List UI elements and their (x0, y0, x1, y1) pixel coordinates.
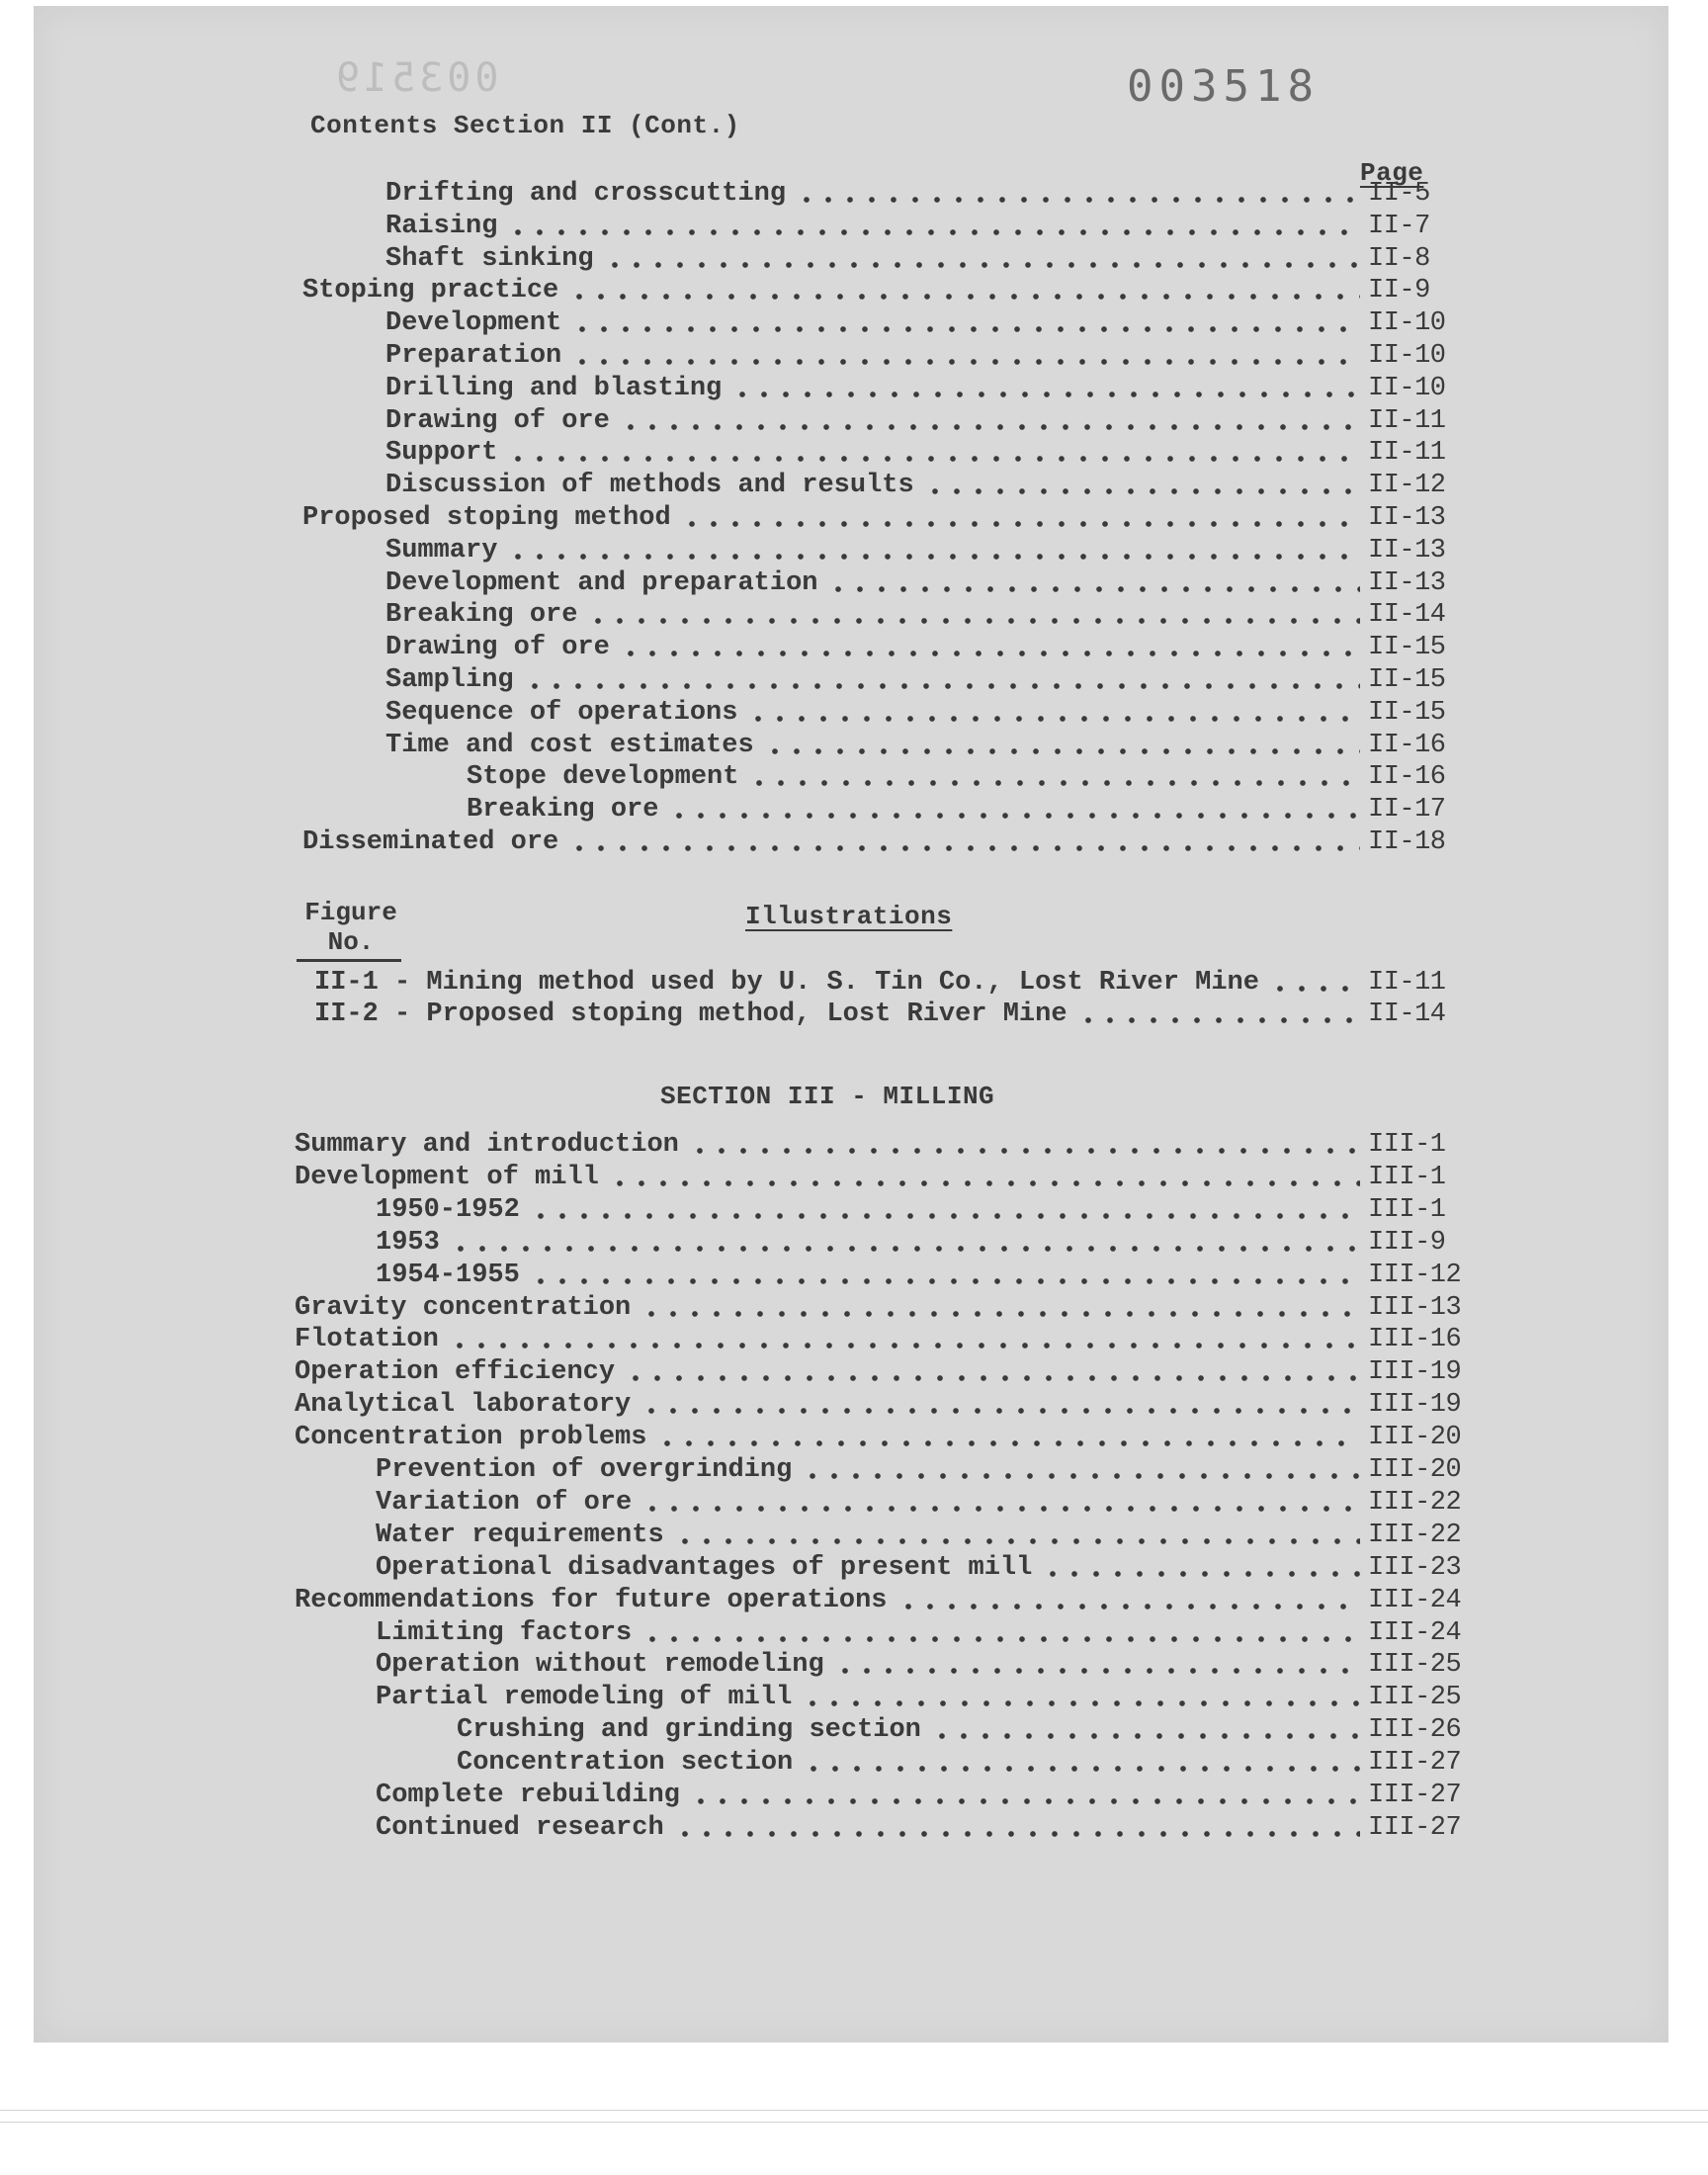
scan-edge-line (0, 2122, 1708, 2123)
toc-entry-page: III-19 (1368, 1357, 1462, 1388)
toc-entry-title: Flotation (295, 1325, 439, 1355)
toc-entry-title: Gravity concentration (295, 1292, 632, 1323)
toc-entry (385, 211, 1455, 242)
toc-entry-title: Summary and introduction (295, 1130, 679, 1160)
toc-entry-title: Operation without remodeling (376, 1650, 824, 1681)
toc-entry-title: Continued research (376, 1812, 664, 1843)
toc-entry-page: III-22 (1368, 1487, 1462, 1518)
dot-leader (897, 1604, 1361, 1610)
dot-leader (530, 1278, 1360, 1284)
toc-entry-page: III-19 (1368, 1390, 1462, 1421)
dot-leader (674, 1538, 1360, 1544)
toc-entry-title: Sequence of operations (385, 697, 738, 728)
toc-entry-page: III-22 (1368, 1520, 1462, 1550)
dot-leader (674, 1831, 1360, 1837)
dot-leader (507, 229, 1360, 235)
page-column-header: Page (1360, 158, 1424, 188)
toc-entry-title: Crushing and grinding section (457, 1715, 921, 1746)
toc-entry-title: Support (385, 438, 498, 469)
illustrations-heading: Illustrations (745, 902, 953, 931)
toc-entry-title: Breaking ore (467, 795, 659, 826)
toc-entry-title: Complete rebuilding (376, 1781, 680, 1810)
toc-entry (295, 1585, 1462, 1616)
toc-entry (376, 1487, 1462, 1519)
toc-entry-title: Concentration section (457, 1748, 794, 1779)
dot-leader (1042, 1571, 1360, 1577)
toc-entry-title: Summary (385, 535, 498, 566)
dot-leader (507, 554, 1360, 560)
dot-leader (656, 1440, 1360, 1446)
figure-no-label: No. (327, 927, 375, 957)
toc-entry-page: II-10 (1368, 341, 1446, 371)
toc-entry-page: III-9 (1368, 1227, 1446, 1258)
toc-entry-page: II-15 (1368, 633, 1446, 663)
toc-entry (385, 340, 1455, 372)
dot-leader (1269, 986, 1360, 992)
toc-entry (376, 1617, 1462, 1649)
toc-entry-title: Drilling and blasting (385, 373, 723, 403)
toc-entry-page: II-5 (1368, 179, 1430, 209)
toc-entry (295, 1292, 1462, 1324)
toc-entry-page: III-1 (1368, 1130, 1446, 1160)
dot-leader (620, 424, 1360, 430)
toc-entry (302, 275, 1455, 306)
dot-leader (625, 1375, 1360, 1381)
toc-entry (376, 1649, 1462, 1681)
toc-entry (385, 664, 1455, 696)
bleed-through-stamp: 003519 (332, 55, 499, 101)
dot-leader (530, 1213, 1360, 1219)
section3-heading: SECTION III - MILLING (660, 1082, 995, 1111)
toc-entry (385, 437, 1455, 469)
toc-entry-page: II-12 (1368, 471, 1446, 501)
toc-entry (302, 502, 1455, 534)
toc-entry-title: Preparation (385, 341, 562, 371)
dot-leader (609, 1180, 1360, 1186)
toc-entry-page: III-13 (1368, 1292, 1462, 1323)
toc-entry-page: II-11 (1368, 968, 1446, 998)
toc-entry (376, 1520, 1462, 1551)
toc-entry-title: Partial remodeling of mill (376, 1683, 793, 1713)
toc-entry (376, 1194, 1455, 1226)
toc-entry-page: II-15 (1368, 697, 1446, 728)
toc-entry (314, 999, 1455, 1030)
dot-leader (748, 780, 1360, 786)
toc-entry (302, 826, 1455, 858)
figure-label: Figure (304, 898, 397, 927)
dot-leader (764, 748, 1360, 754)
toc-entry-title: II-1 - Mining method used by U. S. Tin Co., Lost River Mine (314, 968, 1259, 998)
dot-leader (834, 1668, 1360, 1674)
toc-entry (385, 405, 1455, 437)
toc-entry (376, 1454, 1462, 1486)
toc-entry-page: III-24 (1368, 1585, 1462, 1615)
page-stamp-number: 003518 (1127, 61, 1320, 112)
dot-leader (931, 1733, 1360, 1739)
toc-entry (385, 243, 1455, 275)
dot-leader (641, 1636, 1360, 1642)
toc-entry-page: III-26 (1368, 1715, 1462, 1746)
toc-entry-title: Disseminated ore (302, 827, 559, 857)
dot-leader (568, 845, 1360, 851)
toc-entry-title: Development of mill (295, 1162, 599, 1192)
toc-entry-title: Stope development (467, 762, 739, 793)
dot-leader (681, 521, 1360, 527)
dot-leader (571, 326, 1360, 332)
toc-entry (467, 794, 1455, 826)
toc-entry-title: Operation efficiency (295, 1357, 616, 1388)
toc-entry-page: III-20 (1368, 1423, 1462, 1453)
toc-entry-title: Breaking ore (385, 600, 578, 631)
toc-entry (295, 1324, 1462, 1355)
dot-leader (640, 1311, 1360, 1317)
toc-entry (295, 1422, 1462, 1453)
toc-entry (376, 1227, 1455, 1259)
toc-entry-title: Variation of ore (376, 1487, 633, 1518)
toc-entry-title: Time and cost estimates (385, 730, 754, 760)
toc-entry-title: Water requirements (376, 1520, 664, 1550)
toc-entry-page: II-13 (1368, 503, 1446, 533)
dot-leader (802, 1700, 1360, 1706)
toc-entry (295, 1162, 1455, 1193)
toc-entry-page: II-9 (1368, 276, 1430, 306)
toc-entry (385, 373, 1455, 404)
toc-entry-page: III-24 (1368, 1617, 1462, 1648)
toc-entry-page: II-13 (1368, 567, 1446, 598)
toc-entry-title: Drawing of ore (385, 405, 610, 436)
toc-entry-title: Operational disadvantages of present mill (376, 1552, 1033, 1583)
toc-entry (376, 1552, 1462, 1584)
toc-entry-title: Development and preparation (385, 567, 818, 598)
toc-entry-title: Analytical laboratory (295, 1390, 632, 1421)
dot-leader (450, 1246, 1360, 1252)
scan-edge-line (0, 2110, 1708, 2111)
toc-entry-title: Development (385, 308, 562, 339)
toc-entry-page: III-1 (1368, 1162, 1446, 1192)
toc-entry-page: III-23 (1368, 1552, 1462, 1583)
toc-entry (376, 1682, 1462, 1713)
toc-entry-title: Raising (385, 211, 498, 241)
toc-entry-page: III-27 (1368, 1812, 1462, 1843)
toc-entry-title: Drifting and crosscutting (385, 179, 787, 209)
dot-leader (568, 294, 1360, 300)
toc-entry-title: Concentration problems (295, 1423, 647, 1453)
dot-leader (924, 488, 1360, 494)
dot-leader (1077, 1017, 1360, 1023)
toc-entry (385, 599, 1455, 631)
toc-entry-page: II-18 (1368, 827, 1446, 857)
toc-entry (385, 730, 1455, 761)
toc-entry-page: II-14 (1368, 1000, 1446, 1029)
toc-entry-title: Prevention of overgrinding (376, 1455, 793, 1485)
toc-entry-title: 1954-1955 (376, 1260, 520, 1290)
toc-entry (457, 1714, 1462, 1746)
dot-leader (731, 392, 1360, 397)
toc-entry (385, 535, 1455, 566)
toc-entry (376, 1260, 1462, 1291)
toc-entry-title: Stoping practice (302, 276, 559, 306)
dot-leader (802, 1473, 1360, 1479)
toc-entry (385, 567, 1455, 599)
toc-entry (295, 1129, 1455, 1161)
toc-entry-page: II-11 (1368, 405, 1446, 436)
toc-entry-page: II-7 (1368, 211, 1430, 241)
toc-entry-title: Proposed stoping method (302, 503, 671, 533)
toc-entry-page: II-13 (1368, 535, 1446, 566)
dot-leader (803, 1766, 1360, 1772)
toc-entry-title: Discussion of methods and results (385, 471, 914, 501)
toc-entry-page: II-16 (1368, 730, 1446, 760)
toc-entry-page: III-25 (1368, 1683, 1462, 1713)
figure-column-rule (297, 959, 401, 962)
toc-entry-title: 1953 (376, 1227, 440, 1258)
toc-entry-title: Drawing of ore (385, 633, 610, 663)
toc-entry (385, 632, 1455, 663)
dot-leader (689, 1148, 1360, 1154)
dot-leader (507, 456, 1360, 462)
toc-entry-title: Limiting factors (376, 1617, 633, 1648)
toc-entry-page: II-17 (1368, 795, 1446, 826)
dot-leader (796, 197, 1360, 203)
toc-entry-title: Shaft sinking (385, 243, 594, 274)
toc-entry-page: III-1 (1368, 1194, 1446, 1225)
dot-leader (690, 1798, 1360, 1804)
toc-entry-page: III-16 (1368, 1325, 1462, 1355)
toc-entry (385, 470, 1455, 501)
toc-entry-page: III-12 (1368, 1260, 1462, 1290)
toc-entry-page: II-15 (1368, 665, 1446, 695)
page-title: Contents Section II (Cont.) (310, 111, 740, 140)
figure-column-header (297, 898, 405, 957)
toc-entry-page: III-27 (1368, 1748, 1462, 1779)
dot-leader (827, 586, 1360, 592)
dot-leader (571, 359, 1360, 365)
dot-leader (449, 1343, 1360, 1348)
dot-leader (587, 618, 1360, 624)
toc-entry-title: II-2 - Proposed stoping method, Lost River Mine (314, 1000, 1068, 1029)
dot-leader (524, 683, 1360, 689)
dot-leader (620, 651, 1360, 656)
dot-leader (747, 716, 1360, 722)
dot-leader (604, 262, 1360, 268)
toc-entry-title: Sampling (385, 665, 514, 695)
toc-entry-page: II-8 (1368, 243, 1430, 274)
toc-entry-page: III-27 (1368, 1781, 1462, 1810)
toc-entry-page: II-10 (1368, 373, 1446, 403)
toc-entry-page: II-10 (1368, 308, 1446, 339)
toc-entry-page: II-14 (1368, 600, 1446, 631)
toc-entry (457, 1747, 1462, 1779)
toc-entry-page: III-25 (1368, 1650, 1462, 1681)
dot-leader (640, 1408, 1360, 1414)
toc-entry-page: II-11 (1368, 438, 1446, 469)
toc-entry (385, 307, 1455, 339)
toc-entry (376, 1812, 1462, 1844)
toc-entry (385, 697, 1455, 729)
toc-entry-page: III-20 (1368, 1455, 1462, 1485)
toc-entry (314, 967, 1455, 999)
toc-entry-title: 1950-1952 (376, 1194, 520, 1225)
toc-entry (376, 1780, 1462, 1811)
toc-entry (295, 1356, 1462, 1388)
toc-entry-title: Recommendations for future operations (295, 1585, 888, 1615)
toc-entry-page: II-16 (1368, 762, 1446, 793)
dot-leader (641, 1506, 1360, 1512)
toc-entry (385, 178, 1455, 210)
toc-entry (295, 1389, 1462, 1421)
dot-leader (668, 813, 1360, 819)
toc-entry (467, 761, 1455, 793)
